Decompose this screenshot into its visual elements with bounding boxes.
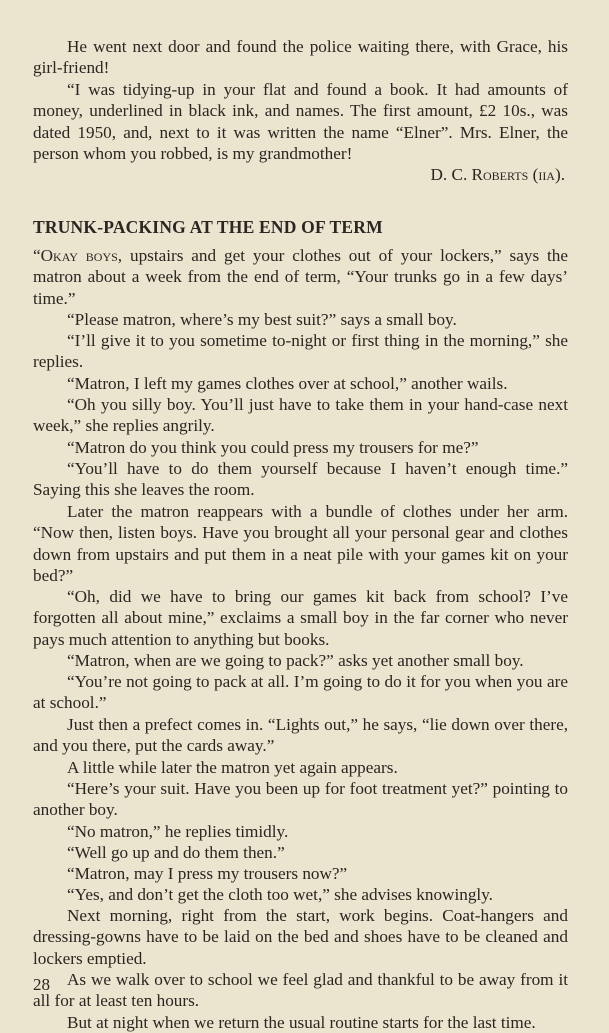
article-paragraph-10: “Matron, when are we going to pack?” asks yet another small boy. (67, 651, 524, 670)
article-paragraph-21: But at night when we return the usual routine starts for the last time. (67, 1013, 536, 1032)
article-heading: TRUNK-PACKING AT THE END OF TERM (33, 217, 383, 237)
story-paragraph-1: He went next door and found the police waiting there, with Grace, his girl-friend! (33, 37, 568, 78)
article-paragraph-4: “Matron, I left my games clothes over at school,” another wails. (67, 374, 508, 393)
article-paragraph-13: A little while later the matron yet again appears. (67, 758, 398, 777)
article-paragraph-9: “Oh, did we have to bring our games kit back from school? I’ve forgotten all about mine,” exclaims a small boy in the far corner who never pays much attention to anything but books. (33, 587, 568, 649)
paragraph-1-rest: upstairs and get your clothes out of your lockers,” says the matron about a week from the end of term, “Your trunks go in a few days’ time.” (33, 246, 568, 308)
article-paragraph-12: Just then a prefect comes in. “Lights out,” he says, “lie down over there, and you there, put the cards away.” (33, 715, 568, 756)
article-paragraph-19: Next morning, right from the start, work begins. Coat-hangers and dressing-gowns have to be laid on the bed and shoes have to be cleaned and lockers emptied. (33, 906, 568, 968)
lead-small-caps: “Okay boys, (33, 246, 123, 265)
article-paragraph-6: “Matron do you think you could press my trousers for me?” (67, 438, 479, 457)
page-number: 28 (33, 975, 50, 994)
article-paragraph-1 (33, 245, 568, 309)
article-paragraph-5: “Oh you silly boy. You’ll just have to take them in your hand-case next week,” she replies angrily. (33, 395, 568, 436)
article-paragraph-7: “You’ll have to do them yourself because I haven’t enough time.” Saying this she leaves the room. (33, 459, 568, 500)
article-paragraph-17: “Matron, may I press my trousers now?” (67, 864, 348, 883)
article-paragraph-14: “Here’s your suit. Have you been up for foot treatment yet?” pointing to another boy. (33, 779, 568, 820)
article-paragraph-2: “Please matron, where’s my best suit?” says a small boy. (67, 310, 457, 329)
article-paragraph-8: Later the matron reappears with a bundle of clothes under her arm. “Now then, listen boys. Have you brought all your personal gear and clothes down from upstairs and put them in a neat pile with your games kit on your bed?” (33, 502, 568, 585)
article-paragraph-15: “No matron,” he replies timidly. (67, 822, 289, 841)
article-paragraph-20: As we walk over to school we feel glad and thankful to be away from it all for at least ten hours. (33, 970, 568, 1011)
author-signature: D. C. Roberts (iia). (430, 165, 565, 184)
article-paragraph-3: “I’ll give it to you sometime to-night or first thing in the morning,” she replies. (33, 331, 568, 372)
article-paragraph-16: “Well go up and do them then.” (67, 843, 285, 862)
article-paragraph-18: “Yes, and don’t get the cloth too wet,” she advises knowingly. (67, 885, 493, 904)
article-paragraph-11: “You’re not going to pack at all. I’m going to do it for you when you are at school.” (33, 672, 568, 713)
story-paragraph-2: “I was tidying-up in your flat and found a book. It had amounts of money, underlined in black ink, and names. The first amount, £2 10s., was dated 1950, and, next to it was written the name “Elner”. Mrs. Elner, the person whom you robbed, is my grandmother! (33, 80, 568, 163)
